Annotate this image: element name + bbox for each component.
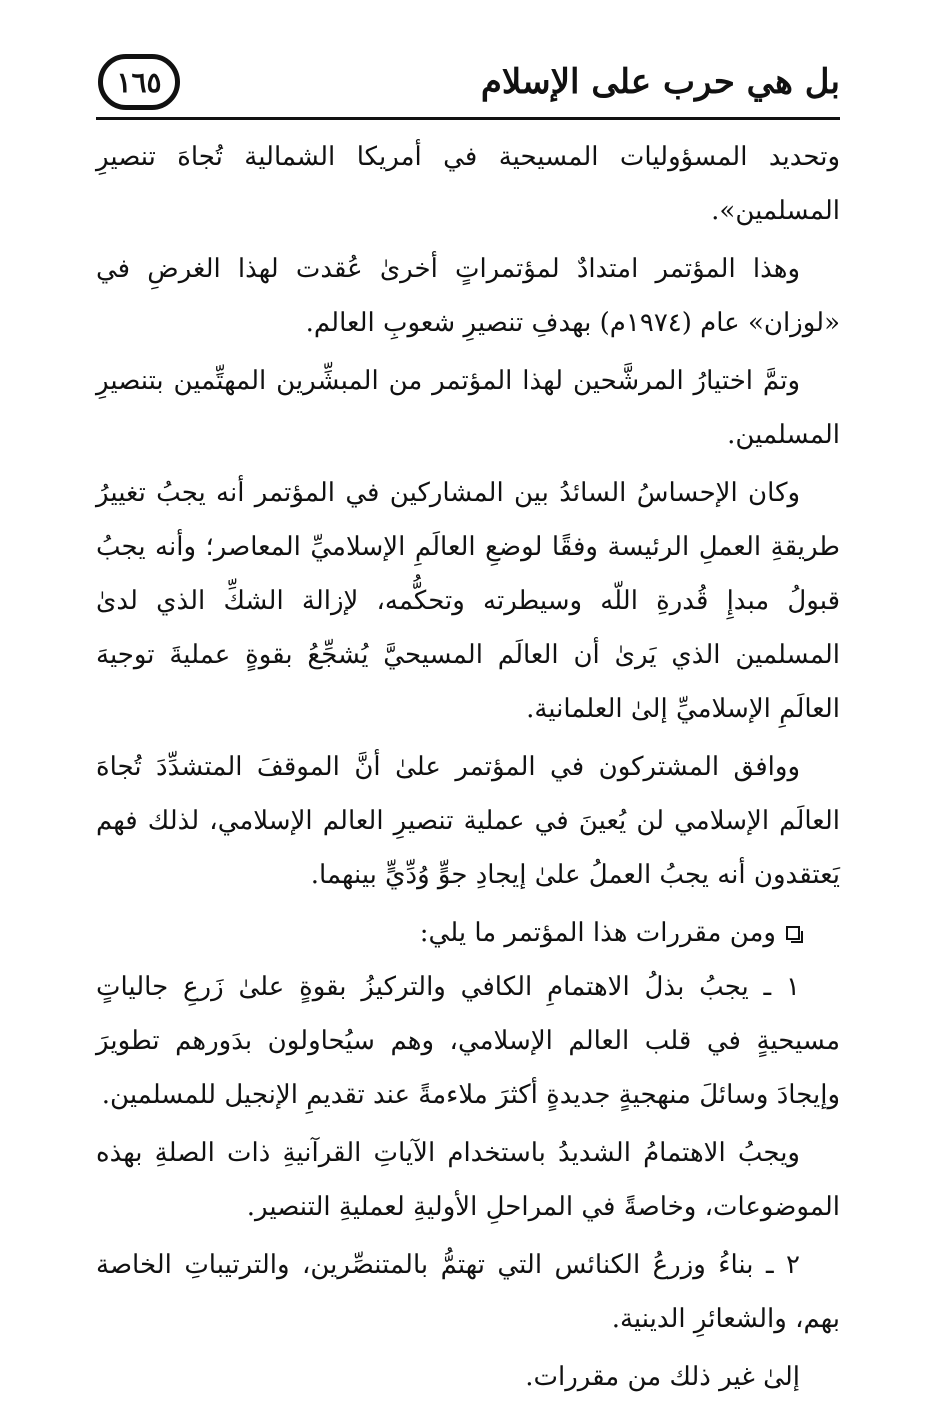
page-body xyxy=(96,130,840,1408)
resolution-2: ٢ ـ بناءُ وزرعُ الكنائس التي تهتمُّ بالمتنصِّرين، والترتيباتِ الخاصة بهم، والشعائرِ الدينية. xyxy=(96,1250,840,1334)
paragraph-2: وهذا المؤتمر امتدادٌ لمؤتمراتٍ أخرىٰ عُقدت لهذا الغرضِ في «لوزان» عام (١٩٧٤م) بهدفِ تنصيرِ شعوبِ العالم. xyxy=(96,254,840,338)
page-number-badge: ١٦٥ xyxy=(98,54,180,110)
paragraph-5: ووافق المشتركون في المؤتمر علىٰ أنَّ الموقفَ المتشدِّدَ تُجاهَ العالَم الإسلامي لن يُعينَ في عملية تنصيرِ العالم الإسلامي، لذلك فهم يَعتقدون أنه يجبُ العملُ علىٰ إيجادِ جوٍّ وُدِّيٍّ بينهما. xyxy=(96,752,840,890)
running-title: بل هي حرب على الإسلام xyxy=(480,62,840,102)
resolutions-heading xyxy=(96,906,840,960)
paragraph-6: ويجبُ الاهتمامُ الشديدُ باستخدام الآياتِ القرآنيةِ ذات الصلةِ بهذه الموضوعات، وخاصةً في المراحلِ الأوليةِ لعمليةِ التنصير. xyxy=(96,1138,840,1222)
square-outline-icon xyxy=(786,926,800,940)
resolution-1: ١ ـ يجبُ بذلُ الاهتمامِ الكافي والتركيزُ بقوةٍ علىٰ زَرعِ جالياتٍ مسيحيةٍ في قلب العالم الإسلامي، وهم سيُحاولون بدَورهم تطويرَ وإيجادَ وسائلَ منهجيةٍ جديدةٍ أكثرَ ملاءمةً عند تقديمِ الإنجيل للمسلمين. xyxy=(96,972,840,1110)
paragraph-3: وتمَّ اختيارُ المرشَّحين لهذا المؤتمر من المبشِّرين المهتِّمين بتنصيرِ المسلمين. xyxy=(96,366,840,450)
paragraph-1: وتحديد المسؤوليات المسيحية في أمريكا الشمالية تُجاهَ تنصيرِ المسلمين». xyxy=(96,142,840,226)
header-divider xyxy=(96,117,840,120)
paragraph-4: وكان الإحساسُ السائدُ بين المشاركين في المؤتمر أنه يجبُ تغييرُ طريقةِ العملِ الرئيسة وفقًا لوضعِ العالَمِ الإسلاميِّ المعاصر؛ وأنه يجبُ قبولُ مبدإِ قُدرةِ اللّه وسيطرته وتحكُّمه، لإزالة الشكِّ الذي لدىٰ المسلمين الذي يَرىٰ أن العالَم المسيحيَّ يُشجِّعُ بقوةٍ عمليةَ توجيهَ العالَمِ الإسلاميِّ إلىٰ العلمانية. xyxy=(96,478,840,724)
closing-line: إلىٰ غير ذلك من مقررات. xyxy=(525,1362,800,1392)
page-header xyxy=(96,50,840,124)
resolutions-heading-text: ومن مقررات هذا المؤتمر ما يلي: xyxy=(419,918,776,948)
